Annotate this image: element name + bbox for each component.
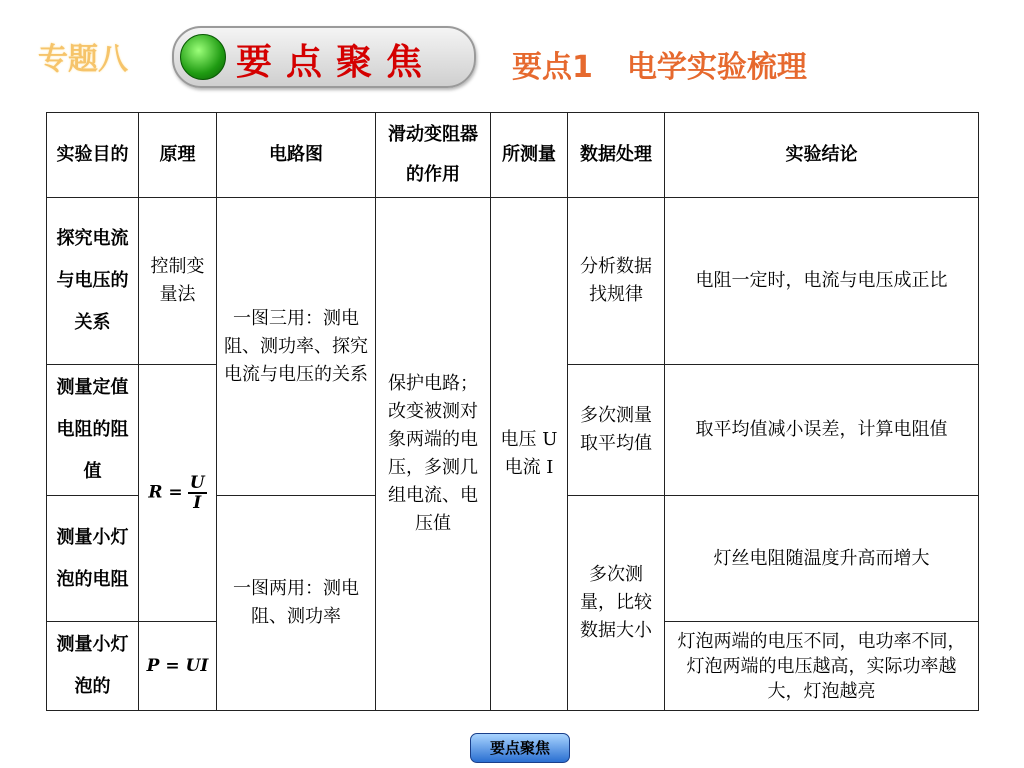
header-cell: 实验目的	[47, 113, 139, 198]
circuit-cell: 一图三用：测电阻、测功率、探究电流与电压的关系	[217, 198, 376, 496]
fraction-denominator: I	[193, 493, 202, 513]
header-cell: 数据处理	[568, 113, 665, 198]
conclusion-cell: 电阻一定时，电流与电压成正比	[665, 198, 979, 365]
header-cell: 实验结论	[665, 113, 979, 198]
header-cell: 原理	[139, 113, 217, 198]
header-cell: 电路图	[217, 113, 376, 198]
circuit-cell: 一图两用：测电阻、测功率	[217, 496, 376, 711]
data-cell: 多次测量取平均值	[568, 365, 665, 496]
green-dot-icon	[180, 34, 226, 80]
header-cell: 滑动变阻器的作用	[376, 113, 491, 198]
formula-lhs: R =	[148, 482, 183, 503]
measured-cell: 电压 U 电流 I	[491, 198, 568, 711]
data-cell: 多次测量，比较数据大小	[568, 496, 665, 711]
fraction-numerator: U	[189, 473, 205, 493]
principle-formula-cell: P = UI	[139, 622, 217, 711]
table-row	[47, 198, 979, 365]
conclusion-cell: 灯丝电阻随温度升高而增大	[665, 496, 979, 622]
topic-label: 专题八	[38, 42, 128, 77]
experiment-table	[46, 112, 979, 711]
fraction	[188, 474, 207, 512]
section-number: 要点1	[512, 50, 593, 85]
nav-back-button[interactable]: 要点聚焦	[470, 733, 570, 763]
header-cell: 所测量	[491, 113, 568, 198]
experiment-cell: 测量小灯泡的电阻	[47, 496, 139, 622]
conclusion-cell: 取平均值减小误差，计算电阻值	[665, 365, 979, 496]
section-heading	[512, 42, 807, 86]
principle-formula-cell	[139, 365, 217, 622]
pill-label: 要点聚焦	[236, 41, 437, 83]
section-title: 电学实验梳理	[626, 50, 807, 85]
experiment-cell: 测量小灯泡的	[47, 622, 139, 711]
principle-cell: 控制变量法	[139, 198, 217, 365]
rheostat-cell: 保护电路；改变被测对象两端的电压，多测几组电流、电压值	[376, 198, 491, 711]
section-pill	[172, 26, 476, 88]
experiment-cell: 测量定值电阻的阻值	[47, 365, 139, 496]
table-header-row	[47, 113, 979, 198]
conclusion-cell: 灯泡两端的电压不同，电功率不同，灯泡两端的电压越高，实际功率越大，灯泡越亮	[665, 622, 979, 711]
data-cell: 分析数据找规律	[568, 198, 665, 365]
experiment-cell: 探究电流与电压的关系	[47, 198, 139, 365]
